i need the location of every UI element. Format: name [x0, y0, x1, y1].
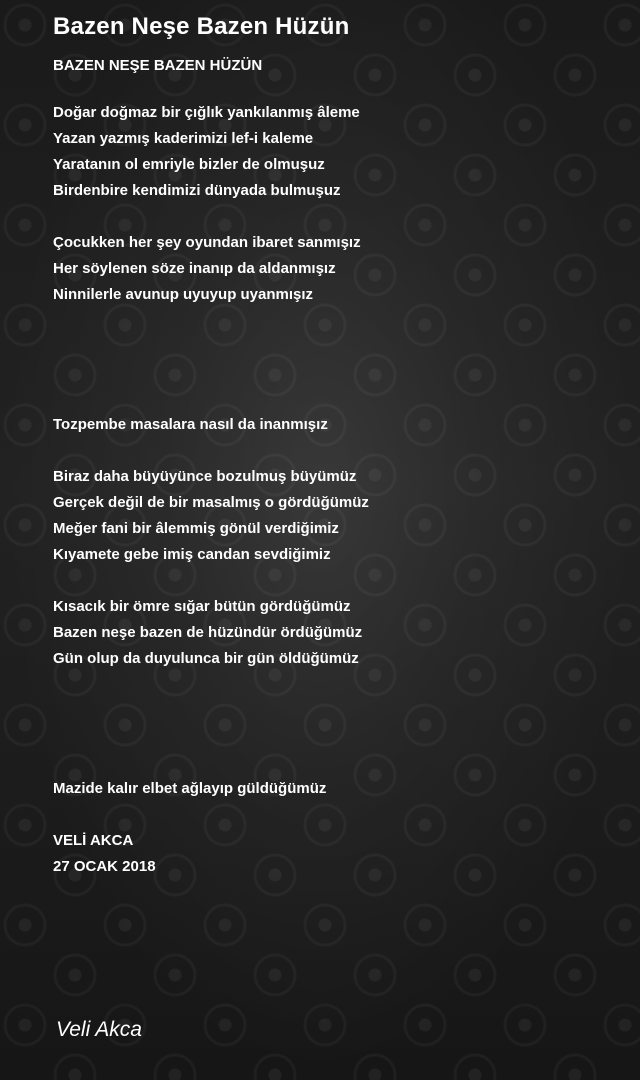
poem-line: Gün olup da duyulunca bir gün öldüğümüz — [53, 650, 359, 667]
poem-line: Doğar doğmaz bir çığlık yankılanmış âleme — [53, 104, 360, 121]
poem-line: VELİ AKCA — [53, 832, 134, 849]
poem-line: Kısacık bir ömre sığar bütün gördüğümüz — [53, 598, 351, 615]
poem-blank-line — [53, 568, 613, 594]
poem-blank-line — [53, 360, 613, 386]
poem-body — [53, 100, 613, 880]
poem-blank-line — [53, 802, 613, 828]
poem-container — [53, 12, 613, 880]
poem-line: Ninnilerle avunup uyuyup uyanmışız — [53, 286, 314, 303]
poem-line: Tozpembe masalara nasıl da inanmışız — [53, 416, 328, 433]
poem-blank-line — [53, 724, 613, 750]
poem-line: Yaratanın ol emriyle bizler de olmuşuz — [53, 156, 325, 173]
poem-blank-line — [53, 750, 613, 776]
poem-blank-line — [53, 334, 613, 360]
poem-blank-line — [53, 308, 613, 334]
poem-line: 27 OCAK 2018 — [53, 858, 156, 875]
poem-line: Meğer fani bir âlemmiş gönül verdiğimiz — [53, 520, 339, 537]
poem-subtitle: BAZEN NEŞE BAZEN HÜZÜN — [53, 57, 263, 74]
poem-line: Gerçek değil de bir masalmış o gördüğümüz — [53, 494, 369, 511]
poem-line: Yazan yazmış kaderimizi lef-i kaleme — [53, 130, 314, 147]
poem-line: Mazide kalır elbet ağlayıp güldüğümüz — [53, 780, 327, 797]
poem-line: Kıyamete gebe imiş candan sevdiğimiz — [53, 546, 331, 563]
poem-line: Bazen neşe bazen de hüzündür ördüğümüz — [53, 624, 363, 641]
poem-blank-line — [53, 698, 613, 724]
poem-blank-line — [53, 438, 613, 464]
poem-line: Biraz daha büyüyünce bozulmuş büyümüz — [53, 468, 357, 485]
poem-title: Bazen Neşe Bazen Hüzün — [53, 13, 350, 40]
poem-line: Her söylenen söze inanıp da aldanmışız — [53, 260, 336, 277]
poem-blank-line — [53, 672, 613, 698]
poem-blank-line — [53, 386, 613, 412]
poem-line: Çocukken her şey oyundan ibaret sanmışız — [53, 234, 361, 251]
poem-blank-line — [53, 204, 613, 230]
author-signature: Veli Akca — [56, 1018, 142, 1041]
poem-line: Birdenbire kendimizi dünyada bulmuşuz — [53, 182, 341, 199]
